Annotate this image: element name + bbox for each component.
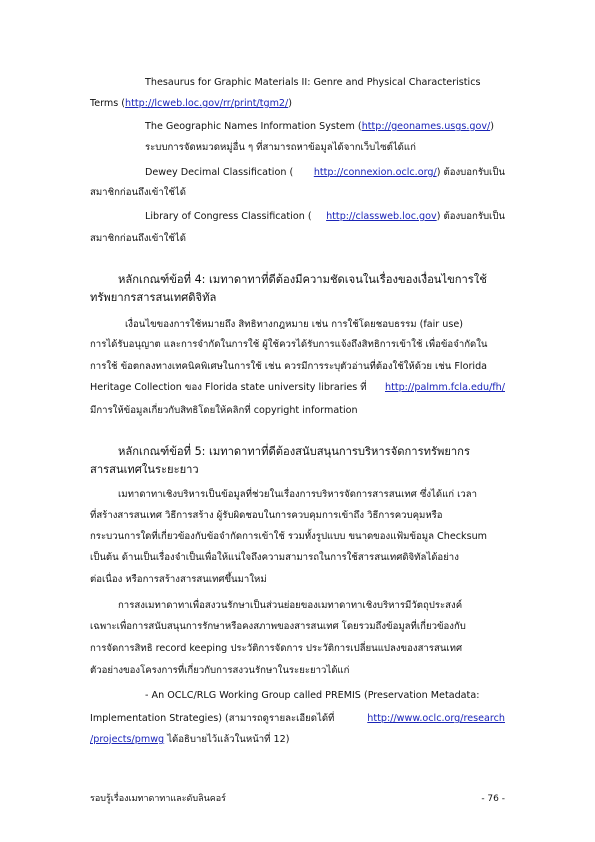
premis-line3-post: ได้อธิบายไว้แล้วในหน้าที่ 12) (164, 734, 290, 745)
oclc-research-link[interactable]: http://www.oclc.org/research (367, 713, 505, 724)
thesaurus-line-2 (90, 97, 292, 111)
criterion-5-title: หลักเกณฑ์ข้อที่ 5: เมทาดาทาที่ดีต้องสนับสนุนการบริหารจัดการทรัพยากร (118, 445, 470, 458)
criterion-5-p1-line-3: กระบวนการใดที่เกี่ยวข้องกับข้อจำกัดการเข้าใช้ รวมทั้งรูปแบบ ขนาดของแฟ้มข้อมูล Checksum (90, 531, 487, 542)
lcc-line-1 (145, 210, 505, 224)
dewey-line-1 (145, 166, 505, 180)
palmm-link[interactable]: http://palmm.fcla.edu/fh/ (384, 382, 505, 393)
lcc-line-2: สมาชิกก่อนถึงเข้าใช้ได้ (90, 233, 186, 244)
lcc-pre: Library of Congress Classification ( (145, 211, 312, 222)
criterion-5-title-cont: สารสนเทศในระยะยาว (90, 463, 199, 476)
classweb-link[interactable]: http://classweb.loc.gov (326, 211, 437, 222)
dewey-line-2: สมาชิกก่อนถึงเข้าใช้ได้ (90, 187, 186, 198)
premis-line-1: - An OCLC/RLG Working Group called PREMIS (Preservation Metadata: (145, 690, 480, 701)
thesaurus-line2-post: ) (288, 98, 293, 109)
thesaurus-line-1 (145, 76, 505, 90)
thesaurus-line2-pre: Terms ( (90, 98, 126, 109)
page-number: - 76 - (481, 794, 505, 804)
gnis-post: ) (490, 121, 495, 132)
criterion-4-text-4: Heritage Collection ของ Florida state university libraries ที่ (90, 382, 367, 393)
pmwg-link[interactable]: /projects/pmwg (90, 734, 165, 745)
criterion-5-p2-line-1: การสงเมทาดาทาเพื่อสงวนรักษาเป็นส่วนย่อยของเมทาดาทาเชิงบริหารมีวัตถุประสงค์ (118, 600, 463, 611)
criterion-4-text-1: เงื่อนไขของการใช้หมายถึง สิทธิทางกฎหมาย เช่น การใช้โดยชอบธรรม (fair use) (125, 319, 464, 330)
thesaurus-text: Thesaurus for Graphic Materials II: Genre and Physical Characteristics (145, 77, 481, 88)
dewey-post: ) ต้องบอกรับเป็น (436, 167, 505, 178)
criterion-5-p2-line-3: การจัดการสิทธิ record keeping ประวัติการจัดการ ประวัติการเปลี่ยนแปลงของสารสนเทศ (90, 643, 463, 654)
criterion-5-p1-line-4: เป็นต้น ด้านเป็นเรื่องจำเป็นเพื่อให้แน่ใจถึงความสามารถในการใช้สารสนเทศดิจิทัลได้อย่าง (90, 552, 459, 563)
other-systems-line: ระบบการจัดหมวดหมู่อื่น ๆ ที่สามารถหาข้อมูลได้จากเว็บไซต์ได้แก่ (145, 142, 416, 153)
connexion-link[interactable]: http://connexion.oclc.org/ (313, 167, 437, 178)
geonames-link[interactable]: http://geonames.usgs.gov/ (361, 121, 491, 132)
criterion-4-line-5: มีการให้ข้อมูลเกี่ยวกับสิทธิโดยให้คลิกที่ copyright information (90, 405, 358, 416)
tgm2-link[interactable]: http://lcweb.loc.gov/rr/print/tgm2/ (125, 98, 289, 109)
criterion-4-title-cont: ทรัพยากรสารสนเทศดิจิทัล (90, 291, 217, 304)
criterion-5-p1-line-1: เมทาดาทาเชิงบริหารเป็นข้อมูลที่ช่วยในเรื่องการบริหารจัดการสารสนเทศ ซึ่งได้แก่ เวลา (118, 489, 478, 500)
dewey-pre: Dewey Decimal Classification ( (145, 167, 294, 178)
criterion-5-p1-line-2: ที่สร้างสารสนเทศ วิธีการสร้าง ผู้รับผิดชอบในการควบคุมการเข้าถึง วิธีการควบคุมหรือ (90, 510, 443, 521)
premis-line-2 (90, 712, 505, 726)
criterion-4-line-2: การได้รับอนุญาต และการจำกัดในการใช้ ผู้ใช้ควรได้รับการแจ้งถึงสิทธิการเข้าใช้ เพื่อข้อจำกัดใน (90, 339, 488, 350)
gnis-line (145, 120, 494, 134)
criterion-5-p1-line-5: ต่อเนื่อง หรือการสร้างสารสนเทศขึ้นมาใหม่ (90, 574, 267, 585)
criterion-4-title: หลักเกณฑ์ข้อที่ 4: เมทาดาทาที่ดีต้องมีความชัดเจนในเรื่องของเงื่อนไขการใช้ (118, 273, 487, 286)
criterion-4-line-1 (125, 318, 505, 332)
lcc-post: ) ต้องบอกรับเป็น (436, 211, 505, 222)
footer-title: รอบรู้เรื่องเมทาดาทาและดับลินคอร์ (90, 794, 227, 804)
criterion-4-line-4 (90, 381, 505, 395)
criterion-4-line-3: การใช้ ข้อตกลงทางเทคนิคพิเศษในการใช้ เช่น ควรมีการระบุตัวอ่านที่ต้องใช้ให้ด้วย เช่น Florida (90, 361, 488, 372)
criterion-5-p2-line-4: ตัวอย่างของโครงการที่เกี่ยวกับการสงวนรักษาในระยะยาวได้แก่ (90, 665, 350, 676)
criterion-5-p2-line-2: เฉพาะเพื่อการสนับสนุนการรักษาหรือคงสภาพของสารสนเทศ โดยรวมถึงข้อมูลที่เกี่ยวข้องกับ (90, 621, 466, 632)
premis-line2-pre: Implementation Strategies) (สามารถดูรายละเอียดได้ที่ (90, 713, 335, 724)
gnis-pre: The Geographic Names Information System ( (145, 121, 362, 132)
premis-line-3 (90, 733, 289, 747)
